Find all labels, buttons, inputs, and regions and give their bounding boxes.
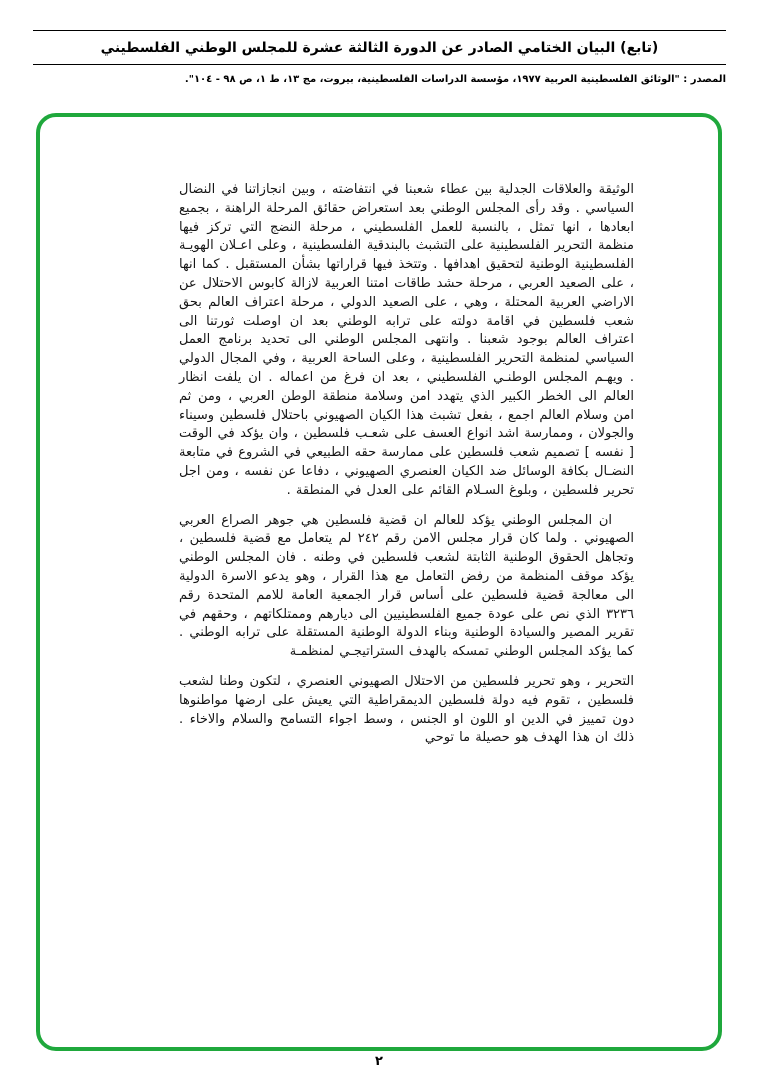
paragraph: التحرير ، وهو تحرير فلسطين من الاحتلال الصهيوني العنصري ، لتكون وطنا لشعب فلسطين ، تقوم فيه دولة فلسطين الديمقراطية التي يعيش على ارضها مواطنوها دون تمييز في الدين او اللون او الجنس ، وسط اجواء التسامح والسلام والاخاء . ذلك ان هذا الهدف هو حصيلة ما توحي [179,673,634,746]
document-title: (تابع) البيان الختامي الصادر عن الدورة الثالثة عشرة للمجلس الوطني الفلسطيني [100,40,659,56]
paragraph: الوثيقة والعلاقات الجدلية بين عطاء شعبنا في انتفاضته ، وبين انجازاتنا في النضال السياسي . وقد رأى المجلس الوطني بعد استعراض حقائق المرحلة الراهنة ، بجميع ابعادها ، انها تمثل ، بالنسبة للعمل الفلسطيني ، مرحلة النضج التي تركز فيها منظمة التحرير الفلسطينية على التشبث بالبندقية الفلسطينية ، وعلى اعـلان الهويـة الفلسطينية الوطنية لتحقيق اهدافها . وتتخذ فيها قراراتها بشأن المستقبل . كما انها ، على الصعيد العربي ، مرحلة حشد طاقات امتنا العربية لازالة كابوس الاحتلال عن الاراضي العربية المحتلة ، وهي ، على الصعيد الدولي ، مرحلة اعتراف العالم بحق شعب فلسطين في اقامة دولته على ترابه الوطني بعد ان اوصلت ثورتنا الى اعتراف العالم بوجود شعبنا . وانتهى المجلس الوطني الى تحديد برنامج العمل السياسي لمنظمة التحرير الفلسطينية ، وعلى الساحة العربية ، وفي المجال الدولي . ويهـم المجلس الوطنـي الفلسطيني ، بعد ان فرغ من اعماله . ان يلفت انظار العالم الى الخطر الكبير الذي يتهدد امن وسلامة منطقة الوطن العربي ، ومن ثم امن وسلام العالم اجمع ، بفعل تشبث هذا الكيان الصهيوني باحتلال فلسطين وسيناء والجولان ، وممارسة اشد انواع العسف على شعـب فلسطين ، وان يؤكد في الوقت [ نفسه ] تصميم شعب فلسطين على ممارسة حقه الطبيعي في الشروع في متابعة النضـال بكافة الوسائل ضد الكيان العنصري الصهيوني ، دفاعا عن نفسه ، ومن اجل تحرير فلسطين ، وبلوغ السـلام القائم على العدل في المنطقة . [179,182,634,498]
content-border-box [36,113,722,1051]
header-rule-top [33,30,726,31]
header-rule-bottom [33,64,726,65]
page-number: ٢ [375,1054,383,1069]
body-text [179,181,634,748]
paragraph: ان المجلس الوطني يؤكد للعالم ان قضية فلسطين هي جوهر الصراع العربي الصهيوني . ولما كان قرار مجلس الامن رقم ٢٤٢ لم يتعامل مع قضية فلسطين ، وتجاهل الحقوق الوطنية الثابتة لشعب فلسطين في وطنه . فان المجلس الوطني يؤكد موقف المنظمة من رفض التعامل مع هذا القرار ، وهو يدعو الاسرة الدولية الى معالجة قضية فلسطين على أساس قرار الجمعية العامة للامم المتحدة رقم ٣٢٣٦ الذي نص على عودة جميع الفلسطينيين الى ديارهم وممتلكاتهم ، وحقهم في تقرير المصير والسيادة الوطنية وبناء الدولة الوطنية المستقلة على ترابه الوطني . كما يؤكد المجلس الوطني تمسكه بالهدف الستراتيجـي لمنظمـة [179,512,635,660]
source-citation: المصدر : "الوثائق الفلسطينية العربية ١٩٧٧، مؤسسة الدراسات الفلسطينية، بيروت، مج ١٣، ط ١، ص ٩٨ - ١٠٤". [184,74,726,85]
